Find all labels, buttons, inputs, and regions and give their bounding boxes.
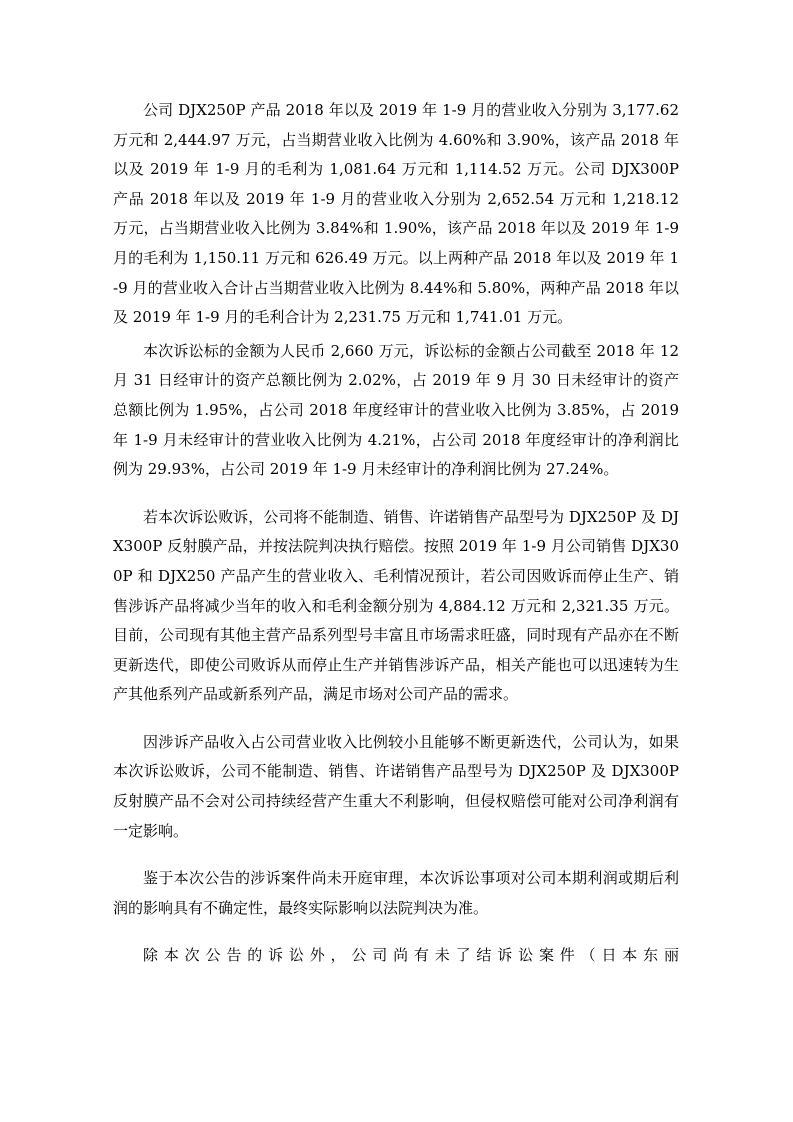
document-body bbox=[113, 96, 679, 971]
paragraph-spacer bbox=[113, 710, 679, 728]
paragraph-uncertainty: 鉴于本次公告的涉诉案件尚未开庭审理，本次诉讼事项对公司本期利润或期后利润的影响具有不确定性，最终实际影响以法院判决为准。 bbox=[113, 869, 679, 917]
paragraph-spacer bbox=[113, 485, 679, 503]
paragraph-revenue-gross-profit: 公司 DJX250P 产品 2018 年以及 2019 年 1-9 月的营业收入分别为 3,177.62 万元和 2,444.97 万元，占当期营业收入比例为 4.60%和 3.90%，该产品 2018 年以及 2019 年 1-9 月的毛利为 1,081.64 万元和 1,114.52 万元。公司 DJX300P 产品 2018 年以及 2019 年 1-9 月的营业收入分别为 2,652.54 万元和 1,218.12 万元，占当期营业收入比例为 3.84%和 1.90%，该产品 2018 年以及 2019 年 1-9 月的毛利为 1,150.11 万元和 626.49 万元。以上两种产品 2018 年以及 2019 年 1-9 月的营业收入合计占当期营业收入比例为 8.44%和 5.80%，两种产品 2018 年以及 2019 年 1-9 月的毛利合计为 2,231.75 万元和 1,741.01 万元。 bbox=[113, 101, 679, 327]
paragraph-litigation-amount: 本次诉讼标的金额为人民币 2,660 万元，诉讼标的金额占公司截至 2018 年 12 月 31 日经审计的资产总额比例为 2.02%，占 2019 年 9 月 30 日未经审计的资产总额比例为 1.95%，占公司 2018 年度经审计的营业收入比例为 3.85%，占 2019 年 1-9 月未经审计的营业收入比例为 4.21%，占公司 2018 年度经审计的净利润比例为 29.93%，占公司 2019 年 1-9 月未经审计的净利润比例为 27.24%。 bbox=[113, 341, 679, 479]
paragraph-spacer bbox=[113, 846, 679, 864]
paragraph-loss-impact: 若本次诉讼败诉，公司将不能制造、销售、许诺销售产品型号为 DJX250P 及 DJX300P 反射膜产品，并按法院判决执行赔偿。按照 2019 年 1-9 月公司销售 DJX300P 和 DJX250 产品产生的营业收入、毛利情况预计，若公司因败诉而停止生产、销售涉诉产品将减少当年的收入和毛利金额分别为 4,884.12 万元和 2,321.35 万元。目前，公司现有其他主营产品系列型号丰富且市场需求旺盛，同时现有产品亦在不断更新迭代，即使公司败诉从而停止生产并销售涉诉产品，相关产能也可以迅速转为生产其他系列产品或新系列产品，满足市场对公司产品的需求。 bbox=[113, 507, 679, 704]
paragraph-spacer bbox=[113, 923, 679, 941]
paragraph-company-assessment: 因涉诉产品收入占公司营业收入比例较小且能够不断更新迭代，公司认为，如果本次诉讼败诉，公司不能制造、销售、许诺销售产品型号为 DJX250P 及 DJX300P 反射膜产品不会对公司持续经营产生重大不利影响，但侵权赔偿可能对公司净利润有一定影响。 bbox=[113, 732, 679, 840]
paragraph-other-litigation: 除本次公告的诉讼外，公司尚有未了结诉讼案件（日本东丽 bbox=[143, 946, 679, 965]
